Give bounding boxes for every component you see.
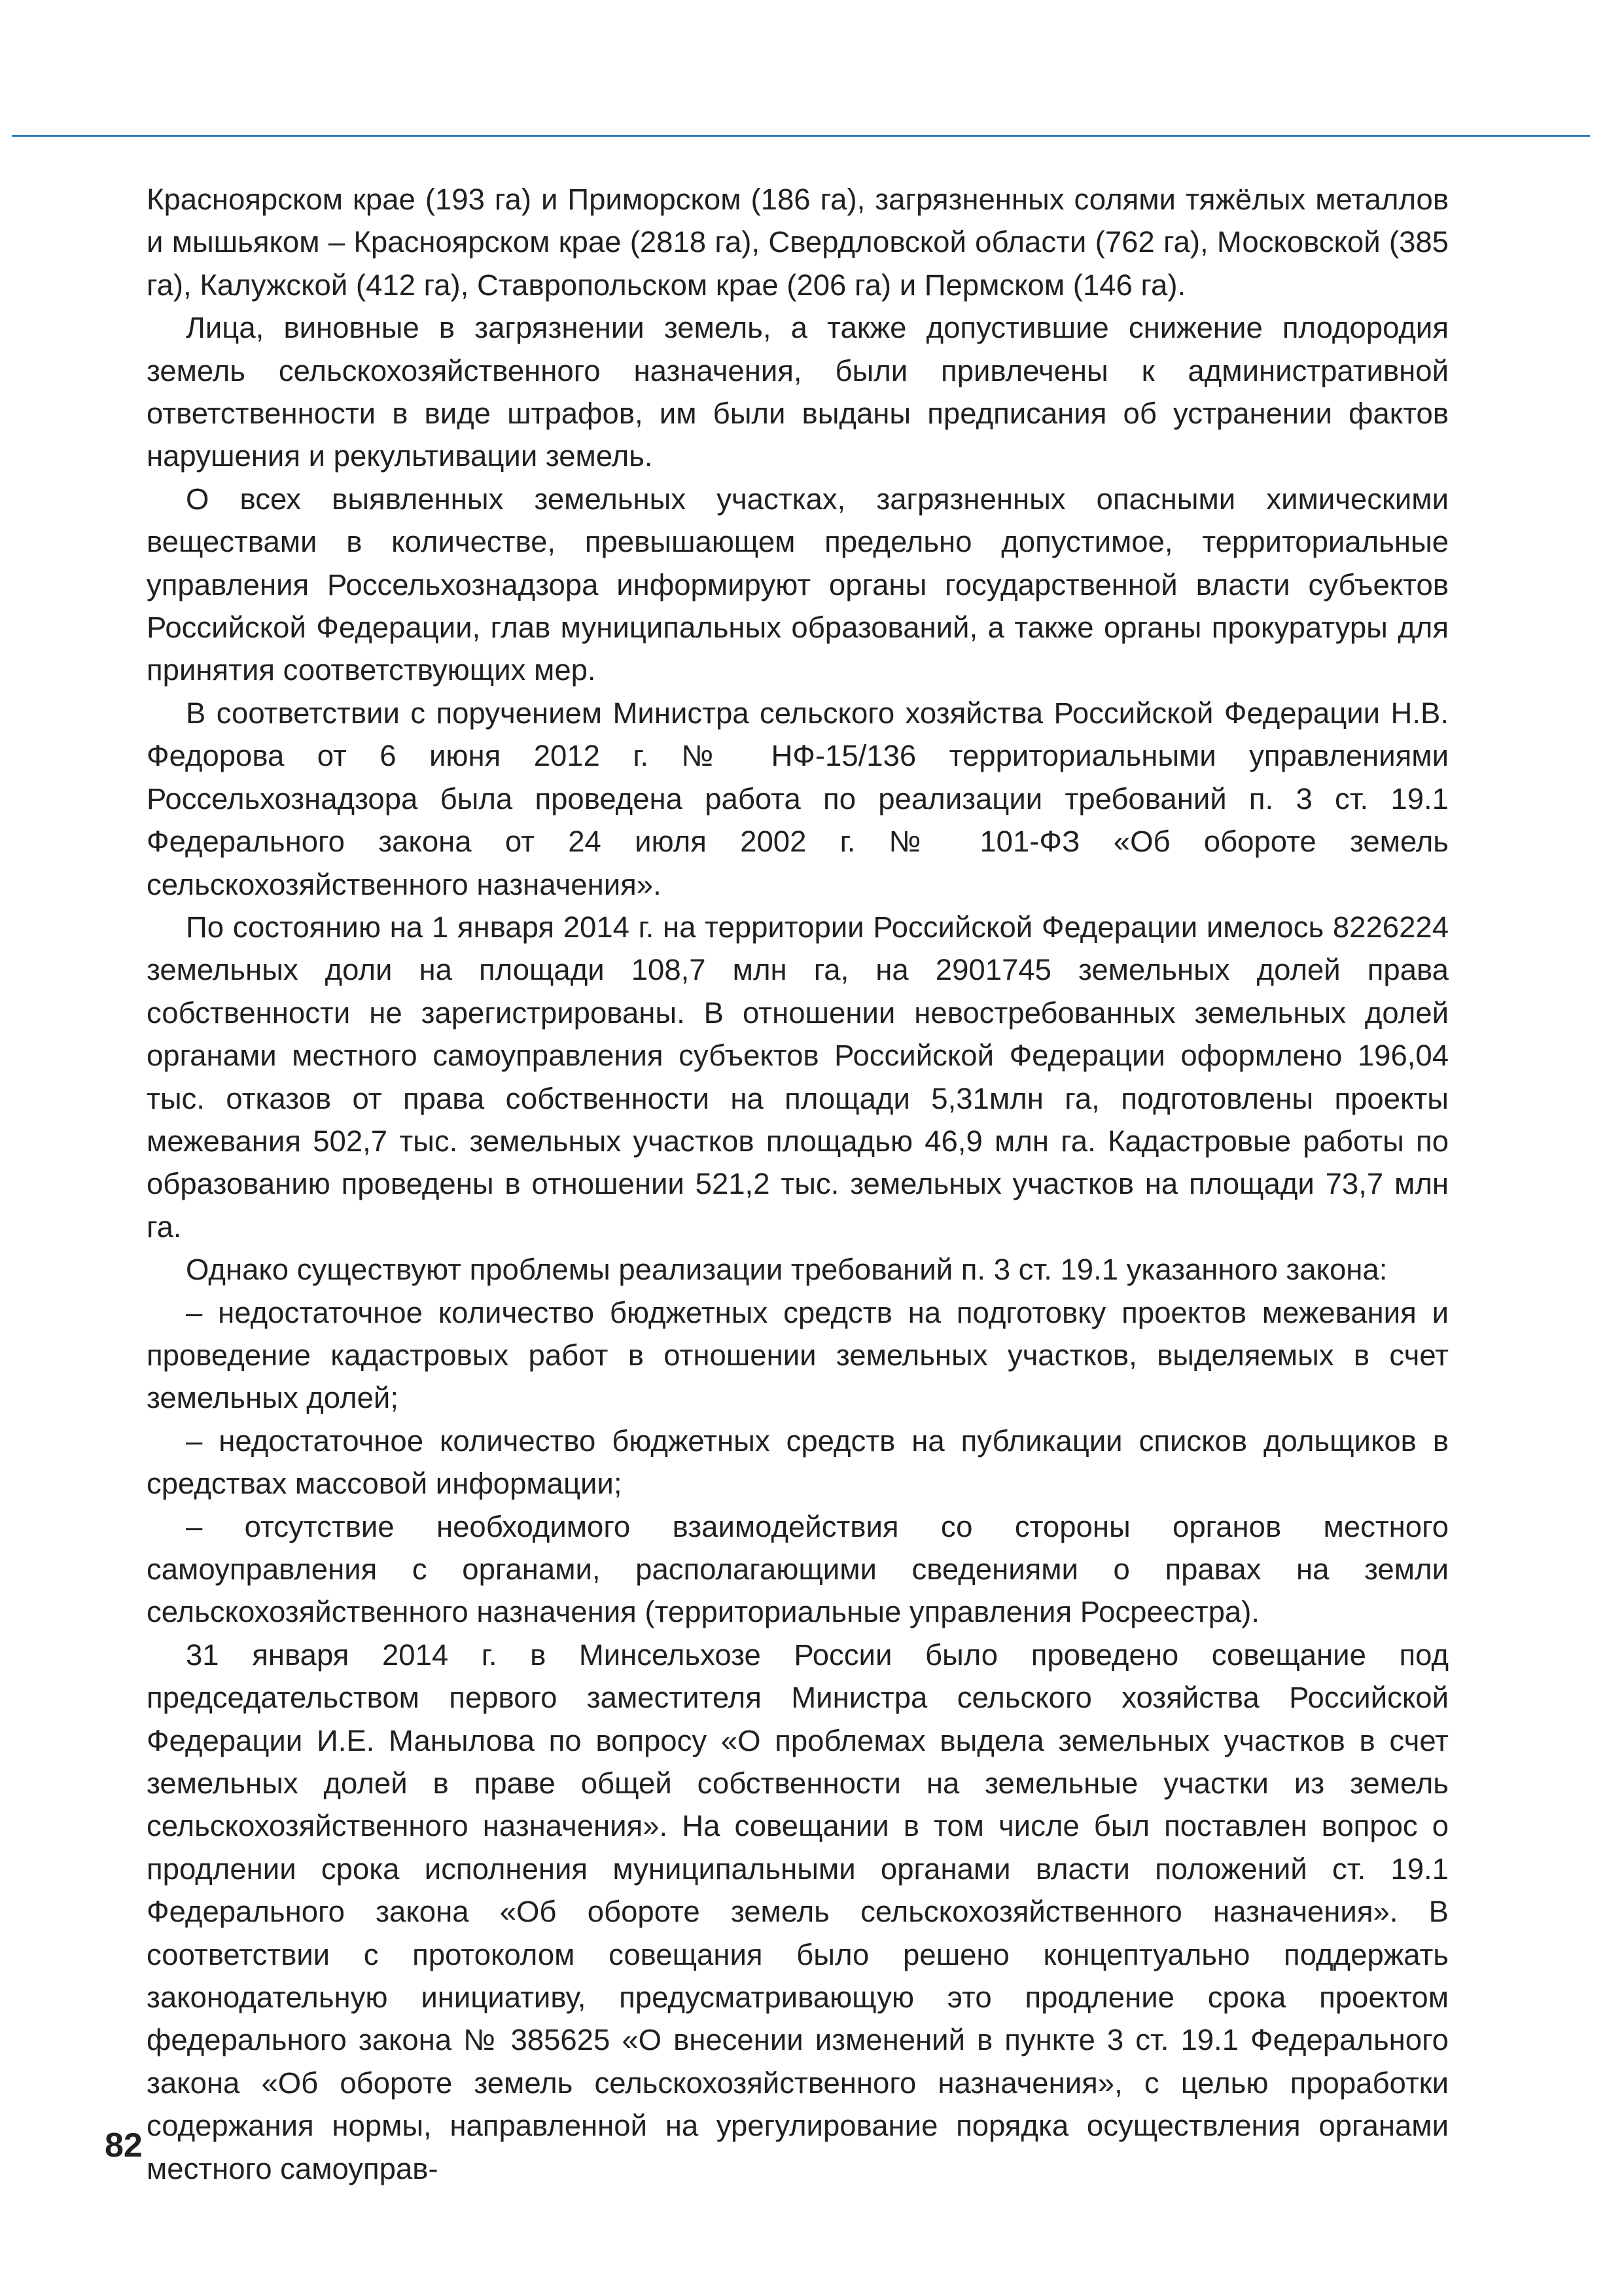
paragraph-2: Лица, виновные в загрязнении земель, а также допустившие снижение плодородия земель сельскохозяйственного назначения, были привлечены к административной ответственности в виде штрафов, им были выданы предписания об устранении фактов нарушения и рекультивации земель. [147, 311, 1449, 473]
paragraph-4: В соответствии с поручением Министра сельского хозяйства Российской Федерации Н.В. Федорова от 6 июня 2012 г. № НФ-15/136 территориальными управлениями Россельхознадзора была проведена работа по реализации требований п. 3 ст. 19.1 Федерального закона от 24 июля 2002 г. № 101-ФЗ «Об обороте земель сельскохозяйственного назначения». [147, 696, 1449, 901]
list-item-1: – недостаточное количество бюджетных средств на подготовку проектов межевания и проведение кадастровых работ в отношении земельных участков, выделяемых в счет земельных долей; [147, 1295, 1449, 1415]
page-body [147, 178, 1449, 2190]
paragraph-7: 31 января 2014 г. в Минсельхозе России было проведено совещание под председательством первого заместителя Министра сельского хозяйства Российской Федерации И.Е. Манылова по вопросу «О проблемах выдела земельных участков в счет земельных долей в праве общей собственности на земельные участки из земель сельскохозяйственного назначения». На совещании в том числе был поставлен вопрос о продлении срока исполнения муниципальными органами власти положений ст. 19.1 Федерального закона «Об обороте земель сельскохозяйственного назначения». В соответствии с протоколом совещания было решено концептуально поддержать законодательную инициативу, предусматривающую это продление срока проектом федерального закона № 385625 «О внесении изменений в пункте 3 ст. 19.1 Федерального закона «Об обороте земель сельскохозяйственного назначения», с целью проработки содержания нормы, направленной на урегулирование порядка осуществления органами местного самоуправ- [147, 1638, 1449, 2185]
header-rule [12, 135, 1590, 137]
paragraph-6: Однако существуют проблемы реализации требований п. 3 ст. 19.1 указанного закона: [186, 1253, 1388, 1287]
list-item-2: – недостаточное количество бюджетных средств на публикации списков дольщиков в средствах массовой информации; [147, 1424, 1449, 1501]
paragraph-3: О всех выявленных земельных участках, загрязненных опасными химическими веществами в количестве, превышающем предельно допустимое, территориальные управления Россельхознадзора информируют органы государственной власти субъектов Российской Федерации, глав муниципальных образований, а также органы прокуратуры для принятия соответствующих мер. [147, 482, 1449, 687]
page-number: 82 [105, 2126, 143, 2164]
paragraph-1: Красноярском крае (193 га) и Приморском (186 га), загрязненных солями тяжёлых металлов и мышьяком – Красноярском крае (2818 га), Свердловской области (762 га), Московской (385 га), Калужской (412 га), Ставропольском крае (206 га) и Пермском (146 га). [147, 183, 1449, 302]
list-item-3: – отсутствие необходимого взаимодействия со стороны органов местного самоуправления с органами, располагающими сведениями о правах на земли сельскохозяйственного назначения (территориальные управления Росреестра). [147, 1509, 1449, 1629]
paragraph-5: По состоянию на 1 января 2014 г. на территории Российской Федерации имелось 8226224 земельных доли на площади 108,7 млн га, на 2901745 земельных долей права собственности не зарегистрированы. В отношении невостребованных земельных долей органами местного самоуправления субъектов Российской Федерации оформлено 196,04 тыс. отказов от права собственности на площади 5,31млн га, подготовлены проекты межевания 502,7 тыс. земельных участков площадью 46,9 млн га. Кадастровые работы по образованию проведены в отношении 521,2 тыс. земельных участков на площади 73,7 млн га. [147, 910, 1449, 1244]
